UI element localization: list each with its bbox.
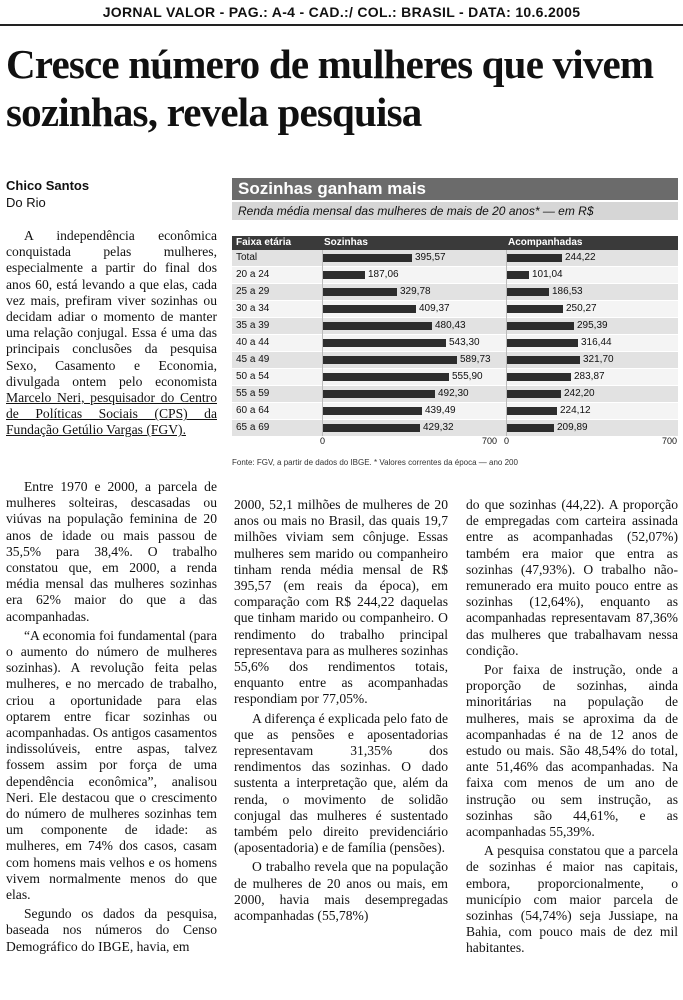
bar-value-label: 321,70: [583, 354, 614, 365]
chart-category-label: 60 a 64: [236, 405, 270, 416]
chart-axis-tick: 700: [662, 436, 678, 446]
bar-acompanhadas: [506, 407, 557, 415]
paragraph: Segundo os dados da pesquisa, baseada nos números do Censo Demográfico do IBGE, havia, em: [6, 906, 217, 954]
bar-value-label: 316,44: [581, 337, 612, 348]
chart-row: [232, 250, 678, 267]
bar-sozinhas: [322, 271, 365, 279]
bar-acompanhadas: [506, 339, 578, 347]
bar-value-label: 209,89: [557, 422, 588, 433]
headline: Cresce número de mulheres que vivem sozinhas, revela pesquisa: [6, 41, 654, 135]
bar-sozinhas: [322, 373, 449, 381]
bar-sozinhas: [322, 339, 446, 347]
bar-value-label: 439,49: [425, 405, 456, 416]
chart-header-row: [232, 236, 678, 250]
chart-gridline: [322, 250, 323, 436]
bar-sozinhas: [322, 390, 435, 398]
bar-value-label: 244,22: [565, 252, 596, 263]
byline-author: Chico Santos: [6, 178, 90, 193]
chart-source: Fonte: FGV, a partir de dados do IBGE. * Valores correntes da época — ano 200: [232, 458, 518, 467]
chart-category-label: 50 a 54: [236, 371, 270, 382]
chart-title: Sozinhas ganham mais: [232, 178, 678, 200]
paragraph: “A economia foi fundamental (para o aumento do número de mulheres sozinhas). A revolução feita pelas mulheres, e no mercado de trabalho, criou a oportunidade para elas optarem entre ficar sozinhas ou acompanhadas. Os antigos casamentos indissolúveis, entre aspas, talvez fossem assim por força de uma dependência econômica”, analisou Neri. Ele destacou que o crescimento do número de mulheres sozinhas tem um componente de idade: as mulheres, em 74% dos casos, casam com homens mais velhos e os homens vivem normalmente menos do que elas.: [6, 627, 217, 903]
column-3: [466, 497, 678, 960]
paragraph: A diferença é explicada pelo fato de que as pensões e aposentadorias representavam 31,35% dos rendimentos das sozinhas. O dado sustenta a interpretação que, além da renda, o movimento de solidão conjugal das mulheres é sustentado também pelo direito previdenciário (aposentadoria) e de família (pensões).: [234, 710, 448, 856]
chart-row: [232, 369, 678, 386]
chart-axis-tick: 700: [482, 436, 498, 446]
chart-row: [232, 335, 678, 352]
chart-header-age: Faixa etária: [236, 237, 292, 248]
bar-value-label: 480,43: [435, 320, 466, 331]
paragraph: Por faixa de instrução, onde a proporção de sozinhas, ainda minoritárias na população de mulheres, mais se aproxima da de acompanhadas é na de 12 anos de estudo ou mais. São 48,54% do total, ante 51,46% das acompanhadas. Na faixa com menos de um ano de instrução ou sem instrução, as sozinhas são 44,61%, e as acompanhadas 55,39%.: [466, 662, 678, 840]
bar-acompanhadas: [506, 424, 554, 432]
chart-category-label: 55 a 59: [236, 388, 270, 399]
paragraph: A pesquisa constatou que a parcela de sozinhas é maior nas capitais, embora, proporcionalmente, o município com maior parcela de sozinhas (54,74%) seja Jussiape, na Bahia, com pouco mais de dez mil habitantes.: [466, 843, 678, 956]
chart-row: [232, 386, 678, 403]
chart-category-label: 30 a 34: [236, 303, 270, 314]
bar-value-label: 283,87: [574, 371, 605, 382]
paragraph-text: A independência econômica conquistada pelas mulheres, especialmente a partir do final dos anos 60, está levando a que elas, cada vez mais, prefiram viver sozinhas ou decidam adiar o momento de manter uma relação conjugal. Essa é uma das principais conclusões da pesquisa Sexo, Casamento e Economia, divulgada ontem pelo economista: [6, 228, 217, 389]
chart-category-label: 35 a 39: [236, 320, 270, 331]
chart-category-label: 65 a 69: [236, 422, 270, 433]
bar-value-label: 250,27: [566, 303, 597, 314]
chart-row: [232, 352, 678, 369]
bar-acompanhadas: [506, 390, 561, 398]
chart-row: [232, 267, 678, 284]
column-1-bottom: [6, 479, 217, 958]
bar-sozinhas: [322, 356, 457, 364]
chart-category-label: 20 a 24: [236, 269, 270, 280]
bar-value-label: 295,39: [577, 320, 608, 331]
chart-axis-tick: 0: [504, 436, 510, 446]
paragraph: do que sozinhas (44,22). A proporção de empregadas com carteira assinada entre as acompanhadas (52,07%) também era maior que entra as sozinhas (47,93%). O trabalho não-remunerado era muito pouco entre as sozinhas (12,64%), enquanto as acompanhadas representavam 87,36% das mulheres que trabalhavam nessa condição.: [466, 497, 678, 658]
bar-sozinhas: [322, 322, 432, 330]
chart-category-label: 25 a 29: [236, 286, 270, 297]
chart-header-alone: Sozinhas: [324, 237, 368, 248]
bar-value-label: 555,90: [452, 371, 483, 382]
paragraph: [6, 228, 217, 439]
masthead: JORNAL VALOR - PAG.: A-4 - CAD.:/ COL.: BRASIL - DATA: 10.6.2005: [0, 0, 683, 26]
bar-value-label: 492,30: [438, 388, 469, 399]
bar-acompanhadas: [506, 373, 571, 381]
bar-value-label: 101,04: [532, 269, 563, 280]
bar-acompanhadas: [506, 271, 529, 279]
bar-acompanhadas: [506, 356, 580, 364]
byline: [6, 177, 89, 211]
chart-row: [232, 284, 678, 301]
bar-acompanhadas: [506, 254, 562, 262]
chart-header-together: Acompanhadas: [508, 237, 583, 248]
bar-acompanhadas: [506, 322, 574, 330]
bar-sozinhas: [322, 288, 397, 296]
income-chart: [232, 178, 678, 478]
bar-sozinhas: [322, 305, 416, 313]
chart-category-label: 40 a 44: [236, 337, 270, 348]
chart-rows: [232, 250, 678, 437]
chart-category-label: 45 a 49: [236, 354, 270, 365]
chart-gridline: [506, 250, 507, 436]
paragraph: O trabalho revela que na população de mulheres de 20 anos ou mais, em 2000, havia mais desempregadas acompanhadas (55,78%): [234, 859, 448, 924]
chart-row: [232, 403, 678, 420]
paragraph: 2000, 52,1 milhões de mulheres de 20 anos ou mais no Brasil, das quais 19,7 milhões viviam sem cônjuge. Essas mulheres sem marido ou companheiro tinham renda média mensal de R$ 395,57 (em reais da época), em comparação com R$ 244,22 daquelas que tinham marido ou companheiro. O rendimento do trabalho principal representava para as mulheres sozinhas 55,6% dos rendimentos totais, enquanto entre as acompanhadas respondiam por 77,05%.: [234, 497, 448, 707]
bar-value-label: 429,32: [423, 422, 454, 433]
chart-row: [232, 318, 678, 335]
paragraph: Entre 1970 e 2000, a parcela de mulheres solteiras, descasadas ou viúvas na população feminina de 20 anos de idade ou mais passou de 35,5% para 38,4%. O trabalho constatou que, em 2000, a renda média mensal das mulheres sozinhas era 62% maior do que a das acompanhadas.: [6, 479, 217, 624]
chart-subtitle: Renda média mensal das mulheres de mais de 20 anos* — em R$: [232, 202, 678, 220]
chart-axis-tick: 0: [320, 436, 326, 446]
bar-value-label: 186,53: [552, 286, 583, 297]
bar-sozinhas: [322, 407, 422, 415]
bar-acompanhadas: [506, 305, 563, 313]
bar-sozinhas: [322, 254, 412, 262]
bar-value-label: 543,30: [449, 337, 480, 348]
bar-value-label: 395,57: [415, 252, 446, 263]
bar-value-label: 409,37: [419, 303, 450, 314]
chart-row: [232, 420, 678, 437]
byline-place: Do Rio: [6, 195, 46, 210]
bar-acompanhadas: [506, 288, 549, 296]
chart-category-label: Total: [236, 252, 258, 263]
bar-value-label: 187,06: [368, 269, 399, 280]
column-1-top: [6, 228, 217, 442]
column-2: [234, 497, 448, 927]
chart-row: [232, 301, 678, 318]
bar-value-label: 589,73: [460, 354, 491, 365]
bar-value-label: 242,20: [564, 388, 595, 399]
bar-value-label: 329,78: [400, 286, 431, 297]
bar-value-label: 224,12: [560, 405, 591, 416]
paragraph-underlined-text: Marcelo Neri, pesquisador do Centro de Políticas Sociais (CPS) da Fundação Getúlio Vargas (FGV).: [6, 390, 217, 438]
bar-sozinhas: [322, 424, 420, 432]
